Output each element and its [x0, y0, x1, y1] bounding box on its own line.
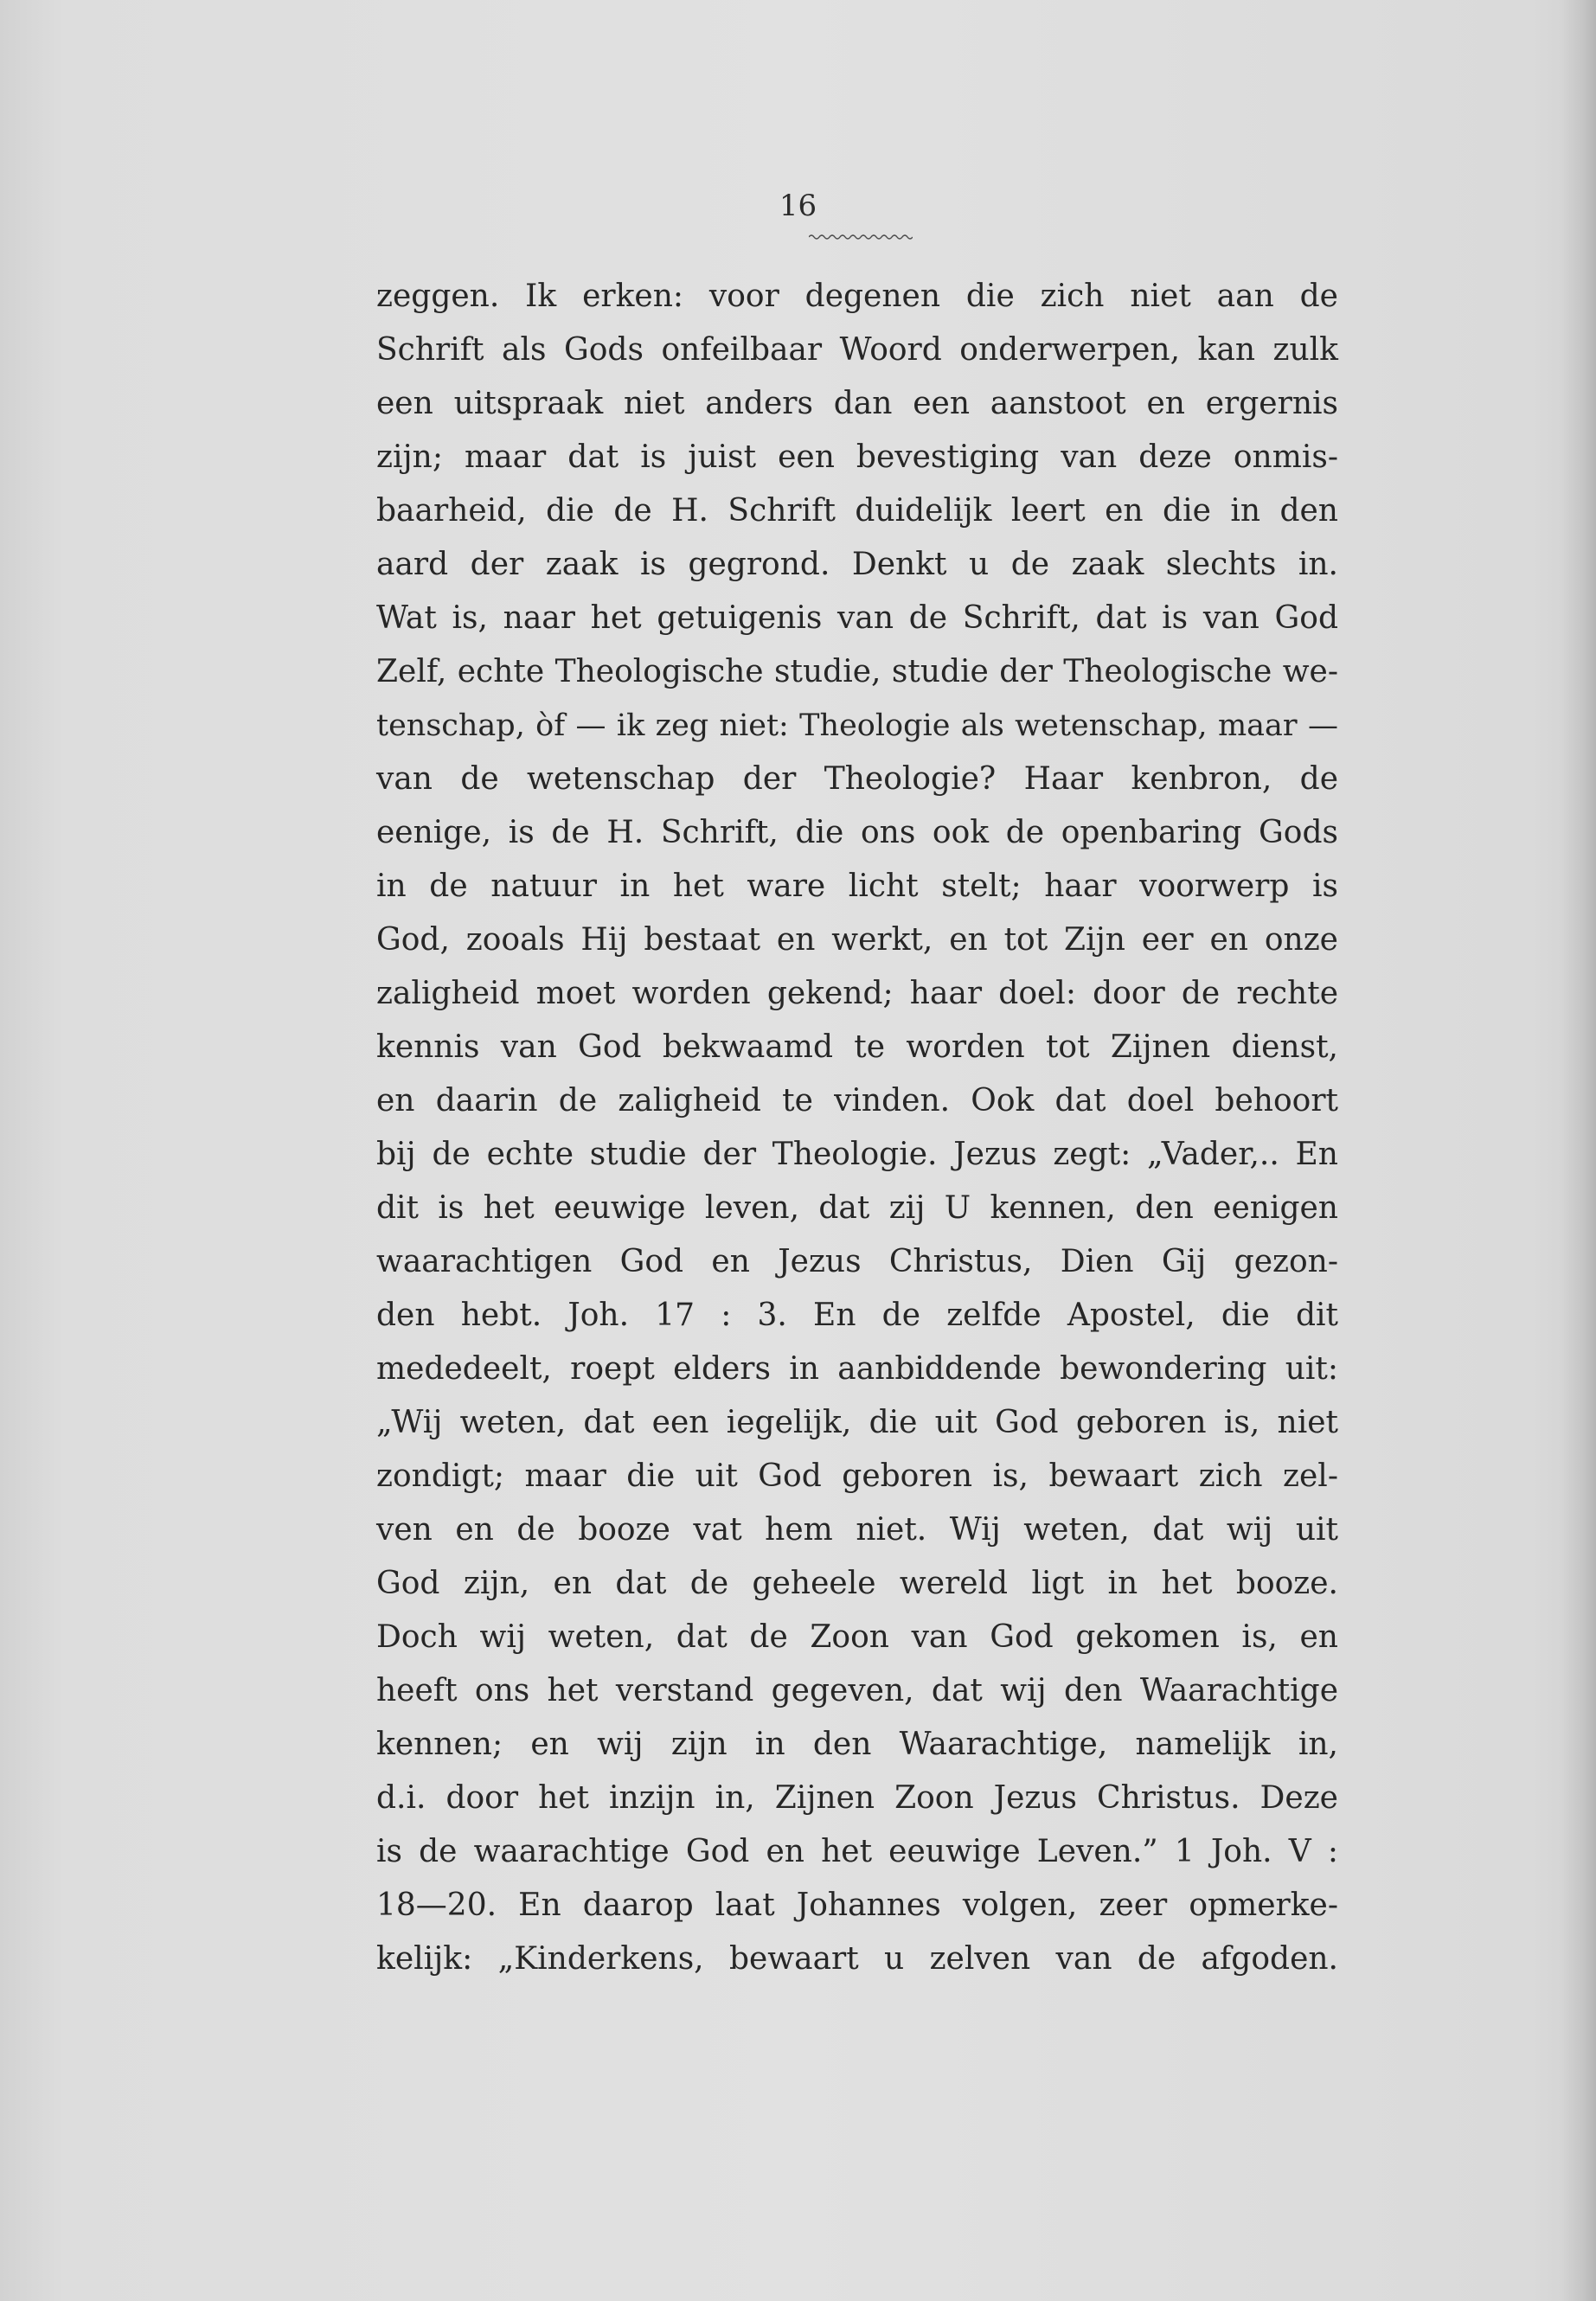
text-line: God, zooals Hij bestaat en werkt, en tot Zijn eer en onze	[376, 922, 1338, 958]
text-line: 18—20. En daarop laat Johannes volgen, zeer opmerke-	[376, 1888, 1338, 1923]
text-line: en daarin de zaligheid te vinden. Ook dat doel behoort	[376, 1083, 1338, 1118]
text-line: dit is het eeuwige leven, dat zij U kennen, den eenigen	[376, 1190, 1338, 1226]
text-line: is de waarachtige God en het eeuwige Leven.” 1 Joh. V :	[376, 1834, 1338, 1869]
text-line: in de natuur in het ware licht stelt; haar voorwerp is	[376, 868, 1338, 904]
text-line: aard der zaak is gegrond. Denkt u de zaak slechts in.	[376, 547, 1338, 582]
text-line: zaligheid moet worden gekend; haar doel: door de rechte	[376, 976, 1338, 1011]
text-line: baarheid, die de H. Schrift duidelijk leert en die in den	[376, 493, 1338, 529]
text-line: kennen; en wij zijn in den Waarachtige, namelijk in,	[376, 1727, 1338, 1762]
text-line: waarachtigen God en Jezus Christus, Dien Gij gezon-	[376, 1244, 1338, 1279]
text-line: mededeelt, roept elders in aanbiddende bewondering uit:	[376, 1351, 1338, 1387]
text-line: d.i. door het inzijn in, Zijnen Zoon Jezus Christus. Deze	[376, 1780, 1338, 1816]
text-line: kennis van God bekwaamd te worden tot Zijnen dienst,	[376, 1029, 1338, 1065]
text-line: heeft ons het verstand gegeven, dat wij den Waarachtige	[376, 1673, 1338, 1708]
body-text	[376, 270, 1338, 1986]
text-line: ven en de booze vat hem niet. Wij weten, dat wij uit	[376, 1512, 1338, 1548]
text-line: „Wij weten, dat een iegelijk, die uit God geboren is, niet	[376, 1405, 1338, 1440]
text-line: een uitspraak niet anders dan een aanstoot en ergernis	[376, 386, 1338, 421]
text-line: God zijn, en dat de geheele wereld ligt in het booze.	[376, 1566, 1338, 1601]
text-line: zeggen. Ik erken: voor degenen die zich niet aan de	[376, 279, 1338, 314]
page-number: 16	[779, 189, 817, 223]
text-line: eenige, is de H. Schrift, die ons ook de openbaring Gods	[376, 815, 1338, 850]
text-line: zondigt; maar die uit God geboren is, bewaart zich zel-	[376, 1458, 1338, 1494]
text-line: tenschap, òf — ik zeg niet: Theologie als wetenschap, maar —	[376, 708, 1338, 743]
text-line: van de wetenschap der Theologie? Haar kenbron, de	[376, 761, 1338, 797]
text-line: Doch wij weten, dat de Zoon van God gekomen is, en	[376, 1619, 1338, 1655]
text-line: bij de echte studie der Theologie. Jezus zegt: „Vader,.. En	[376, 1137, 1338, 1172]
text-line: zijn; maar dat is juist een bevestiging van deze onmis-	[376, 439, 1338, 475]
text-line: Zelf, echte Theologische studie, studie der Theologische we-	[376, 654, 1338, 689]
page-number-ornament	[809, 234, 913, 240]
text-line: Schrift als Gods onfeilbaar Woord onderwerpen, kan zulk	[376, 332, 1338, 368]
text-line: den hebt. Joh. 17 : 3. En de zelfde Apostel, die dit	[376, 1298, 1338, 1333]
text-line: kelijk: „Kinderkens, bewaart u zelven van de afgoden.	[376, 1941, 1338, 1977]
text-line: Wat is, naar het getuigenis van de Schrift, dat is van God	[376, 600, 1338, 636]
page-edge-shadow	[1561, 0, 1596, 2301]
